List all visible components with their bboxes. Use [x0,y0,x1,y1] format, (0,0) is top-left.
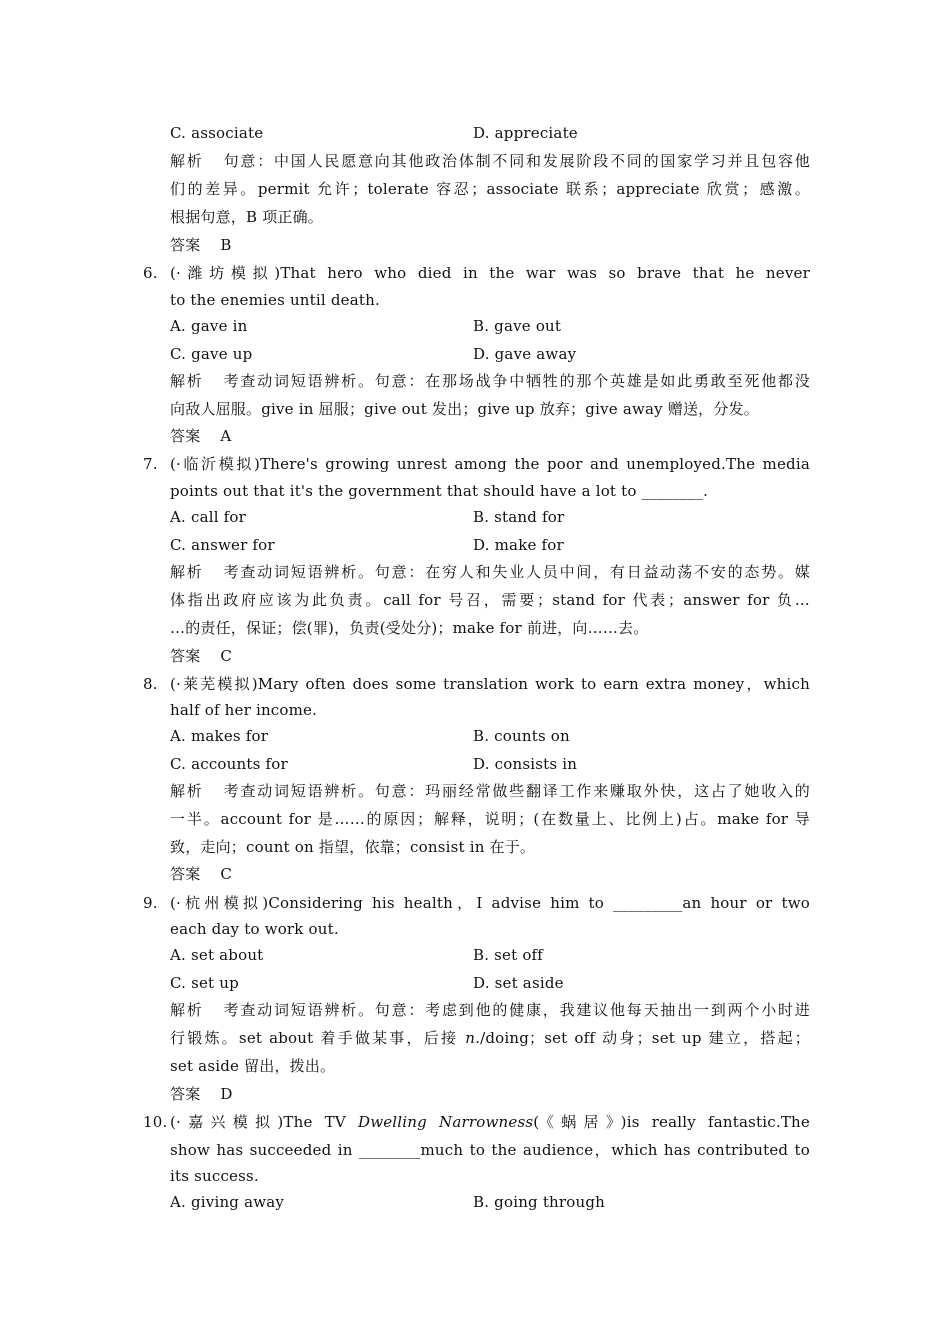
stem-text: (·嘉兴模拟)The TV [170,1113,358,1131]
q8-option-d: D. consists in [473,755,578,773]
q9-analysis-line-3: set aside 留出，拨出。 [170,1057,336,1075]
answer-label: 答案 [170,865,201,883]
q6-option-c: C. gave up [170,345,253,363]
q6-option-d: D. gave away [473,345,577,363]
q8-stem-line-2: half of her income. [170,701,318,719]
analysis-text: 考查动词短语辨析。句意：在穷人和失业人员中间，有日益动荡不安的态势。媒 [223,563,810,581]
q9-stem-line-2: each day to work out. [170,920,339,938]
q5-analysis-line-3: 根据句意，B 项正确。 [170,208,323,226]
q8-option-a: A. makes for [170,727,269,745]
answer-label: 答案 [170,647,201,665]
analysis-text: 考查动词短语辨析。句意：玛丽经常做些翻译工作来赚取外快，这占了她收入的 [223,782,810,800]
q9-analysis-line-2 [170,1024,810,1052]
q5-answer [170,231,810,259]
stem-text: (《蜗居》)is really fantastic.The [533,1113,810,1131]
q7-answer [170,642,810,670]
q7-analysis-line-2: 体指出政府应该为此负责。call for 号召，需要；stand for 代表；answer for 负… [170,591,810,609]
q5-analysis-line-2: 们的差异。permit 允许；tolerate 容忍；associate 联系；appreciate 欣赏；感激。 [170,180,810,198]
analysis-label: 解析 [170,152,204,170]
q5-option-c: C. associate [170,124,264,142]
q9-answer [170,1080,810,1108]
q6-stem-line-2: to the enemies until death. [170,291,380,309]
q10-option-b: B. going through [473,1193,606,1211]
q7-option-a: A. call for [170,508,247,526]
q7-option-c: C. answer for [170,536,275,554]
q8-analysis-line-1 [170,777,810,805]
analysis-text: 考查动词短语辨析。句意：考虑到他的健康，我建议他每天抽出一到两个小时进 [223,1001,810,1019]
q6-answer [170,422,810,450]
q6-option-b: B. gave out [473,317,562,335]
q8-option-c: C. accounts for [170,755,288,773]
analysis-label: 解析 [170,563,204,581]
q5-analysis-line-1 [170,147,810,175]
q6-option-a: A. gave in [170,317,248,335]
q6-analysis-line-1 [170,367,810,395]
analysis-label: 解析 [170,782,204,800]
q5-option-d: D. appreciate [473,124,578,142]
answer-value: C [220,865,233,883]
q8-analysis-line-3: 致，走向；count on 指望，依靠；consist in 在于。 [170,838,536,856]
answer-value: C [220,647,233,665]
q7-analysis-line-3: …的责任，保证；偿(罪)，负责(受处分)；make for 前进，向……去。 [170,619,649,637]
answer-value: D [220,1085,233,1103]
q7-stem-line-2: points out that it's the government that should have a lot to ________. [170,482,709,500]
q9-option-a: A. set about [170,946,264,964]
abbrev-noun: n. [465,1029,481,1047]
q6-number: 6. [143,264,158,282]
analysis-label: 解析 [170,372,204,390]
q8-answer [170,860,810,888]
q10-stem-line-2: show has succeeded in ________much to the audience，which has contributed to [170,1141,810,1159]
q10-stem-line-1 [170,1108,810,1136]
answer-label: 答案 [170,1085,201,1103]
q10-stem-line-3: its success. [170,1167,259,1185]
q6-stem-line-1: (·潍坊模拟)That hero who died in the war was so brave that he never [170,264,810,282]
q10-number: 10. [143,1113,168,1131]
answer-value: A [220,427,232,445]
q9-stem-line-1: (·杭州模拟)Considering his health，I advise him to _________an hour or two [170,894,810,912]
q9-option-c: C. set up [170,974,239,992]
q8-option-b: B. counts on [473,727,570,745]
tv-title: Dwelling Narrowness [357,1113,534,1131]
q9-analysis-line-1 [170,996,810,1024]
q7-stem-line-1: (·临沂模拟)There's growing unrest among the poor and unemployed.The media [170,455,810,473]
q6-analysis-line-2: 向敌人屈服。give in 屈服；give out 发出；give up 放弃；give away 赠送，分发。 [170,400,759,418]
q8-stem-line-1: (·莱芜模拟)Mary often does some translation work to earn extra money，which [170,675,810,693]
q10-option-a: A. giving away [170,1193,285,1211]
answer-label: 答案 [170,427,201,445]
q9-number: 9. [143,894,158,912]
analysis-label: 解析 [170,1001,204,1019]
q7-option-d: D. make for [473,536,564,554]
analysis-text: /doing；set off 动身；set up 建立，搭起； [480,1029,811,1047]
q9-option-d: D. set aside [473,974,564,992]
q7-number: 7. [143,455,158,473]
analysis-text: 考查动词短语辨析。句意：在那场战争中牺牲的那个英雄是如此勇敢至死他都没 [223,372,810,390]
analysis-text: 行锻炼。set about 着手做某事，后接 [170,1029,466,1047]
q7-option-b: B. stand for [473,508,565,526]
q8-analysis-line-2: 一半。account for 是……的原因；解释，说明；(在数量上、比例上)占。make for 导 [170,810,810,828]
q7-analysis-line-1 [170,558,810,586]
q9-option-b: B. set off [473,946,544,964]
answer-value: B [220,236,232,254]
analysis-text: 句意：中国人民愿意向其他政治体制不同和发展阶段不同的国家学习并且包容他 [223,152,810,170]
q8-number: 8. [143,675,158,693]
answer-label: 答案 [170,236,201,254]
